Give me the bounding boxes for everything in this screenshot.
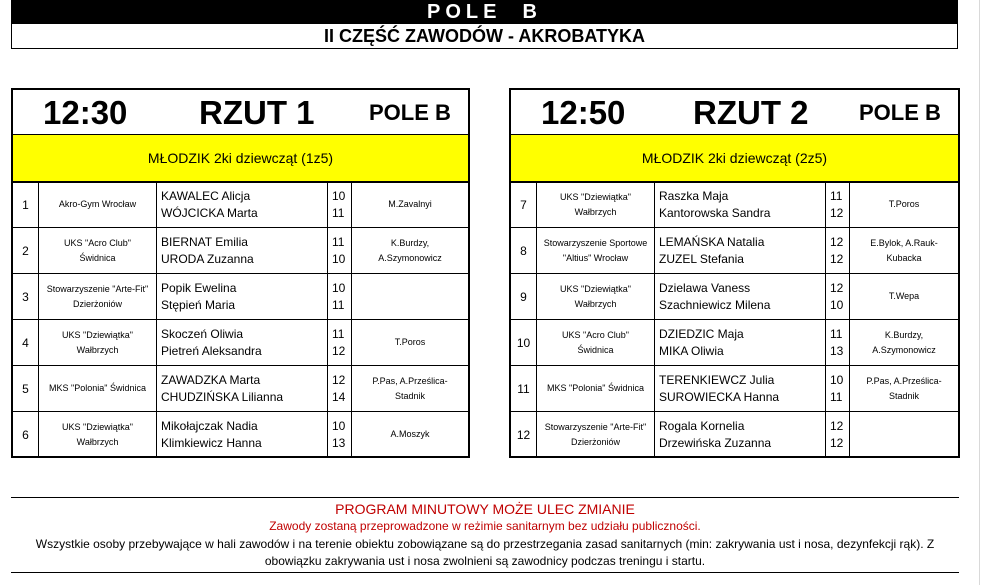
competitor-age: 12 (830, 418, 844, 433)
competitor-age: 11 (332, 234, 345, 249)
competitor-name: Raszka Maja (659, 188, 729, 203)
competitor-name: Drzewińska Zuzanna (659, 435, 772, 450)
competitor-names (157, 412, 328, 457)
competitor-names (655, 366, 826, 411)
sanitary-regime-notice: Zawody zostaną przeprowadzone w reżimie sanitarnym bez udziału publiczności. (269, 519, 701, 533)
competitor-name: ZAWADZKA Marta (161, 372, 261, 387)
competitor-age: 10 (332, 418, 346, 433)
panel-time: 12:50 (541, 94, 626, 131)
competitor-name: CHUDZIŃSKA Lilianna (161, 389, 284, 404)
club-line: UKS "Acro Club" (562, 329, 629, 340)
competitor-age: 13 (830, 343, 844, 358)
start-number: 4 (13, 320, 39, 365)
competitor-names (655, 228, 826, 273)
table-row (13, 228, 468, 274)
start-number: 5 (13, 366, 39, 411)
coach-line: A.Moszyk (390, 429, 430, 439)
table-row (511, 320, 958, 366)
competitor-name: Stępień Maria (161, 297, 236, 312)
competitor-ages (328, 274, 352, 319)
table-row (511, 228, 958, 274)
coach-line: A.Szymonowicz (872, 344, 936, 355)
competitor-ages (826, 412, 850, 457)
coach-line: P.Pas, A.Prześlica- (866, 375, 942, 386)
club-line: Wałbrzych (574, 206, 617, 217)
competitor-names (157, 228, 328, 273)
panel-pole: POLE B (859, 100, 941, 125)
panel-pole: POLE B (369, 100, 451, 125)
competitor-age: 12 (830, 280, 844, 295)
club-line: Dzierżoniów (570, 436, 621, 447)
coach-names (850, 366, 958, 411)
club-name (537, 320, 655, 365)
competitor-age: 12 (332, 343, 346, 358)
competitor-names (157, 274, 328, 319)
competitor-name: TERENKIEWCZ Julia (659, 372, 775, 387)
competitor-name: DZIEDZIC Maja (659, 326, 744, 341)
competitor-ages (328, 412, 352, 457)
coach-line: T.Poros (394, 337, 426, 347)
club-name (39, 182, 157, 227)
competitor-age: 14 (332, 389, 346, 404)
competitor-ages (328, 366, 352, 411)
club-name (537, 366, 655, 411)
sanitary-rules-notice: Wszystkie osoby przebywające w hali zawodów i na terenie obiektu zobowiązane są do przestrzegania zasad sanitarnych (min: zakrywania ust i nosa, dezynfekcji rąk). Z obowiązku zakrywania ust i nosa zwolnieni są zawodnicy podczas treningu i startu. (35, 537, 935, 568)
table-row (13, 320, 468, 366)
coach-line: T.Wepa (888, 291, 920, 301)
competitor-name: Popik Ewelina (161, 280, 237, 295)
competitor-age: 12 (332, 372, 346, 387)
coach-names (352, 182, 468, 227)
competitor-name: ZUZEL Stefania (659, 251, 744, 266)
competitor-names (655, 274, 826, 319)
competitor-age: 10 (830, 297, 844, 312)
club-line: UKS "Acro Club" (64, 237, 131, 248)
competitor-names (655, 320, 826, 365)
club-line: UKS "Dziewiątka" (560, 283, 631, 294)
competitor-age: 11 (830, 188, 843, 203)
competitor-name: Kantorowska Sandra (659, 205, 771, 220)
panel-rzut: RZUT 2 (693, 94, 809, 131)
competitor-ages (328, 182, 352, 227)
club-name (537, 182, 655, 227)
start-number: 1 (13, 182, 39, 227)
table-row (13, 274, 468, 320)
club-line: UKS "Dziewiątka" (62, 329, 133, 340)
competitor-rows (13, 182, 468, 458)
club-line: UKS "Dziewiątka" (62, 421, 133, 432)
competitor-names (157, 182, 328, 227)
competitor-age: 12 (830, 251, 844, 266)
competitor-age: 12 (830, 435, 844, 450)
club-line: Stowarzyszenie "Arte-Fit" (46, 283, 149, 294)
table-row (511, 274, 958, 320)
table-row (511, 182, 958, 228)
competitor-name: SUROWIECKA Hanna (659, 389, 780, 404)
start-number: 11 (511, 366, 537, 411)
footer-top-rule (11, 497, 959, 498)
competitor-ages (826, 182, 850, 227)
table-row (511, 366, 958, 412)
club-line: Dzierżoniów (72, 298, 123, 309)
competitor-age: 10 (332, 188, 346, 203)
coach-line: P.Pas, A.Prześlica- (372, 375, 448, 386)
competitor-age: 13 (332, 435, 346, 450)
competitor-names (157, 320, 328, 365)
category-banner: MŁODZIK 2ki dziewcząt (1z5) (13, 134, 468, 183)
page-title: POLE B (11, 0, 958, 24)
competitor-name: MIKA Oliwia (659, 343, 724, 358)
start-number: 10 (511, 320, 537, 365)
club-line: MKS "Polonia" Świdnica (49, 383, 146, 393)
panel-rzut: RZUT 1 (199, 94, 315, 131)
competitor-age: 12 (830, 234, 844, 249)
table-row (511, 412, 958, 458)
start-number: 12 (511, 412, 537, 457)
coach-line: A.Szymonowicz (378, 252, 442, 263)
sheet-edge-line (979, 0, 980, 585)
competitor-ages (826, 274, 850, 319)
competitor-name: Skoczeń Oliwia (161, 326, 244, 341)
club-name (39, 228, 157, 273)
coach-names (352, 412, 468, 457)
competitor-age: 10 (332, 251, 346, 266)
competitor-age: 11 (332, 297, 345, 312)
start-number: 8 (511, 228, 537, 273)
start-number: 6 (13, 412, 39, 457)
competitor-ages (328, 228, 352, 273)
club-name (39, 320, 157, 365)
club-name (537, 412, 655, 457)
program-change-notice: PROGRAM MINUTOWY MOŻE ULEC ZMIANIE (335, 501, 635, 517)
club-name (39, 412, 157, 457)
schedule-panel-rzut-2 (509, 88, 960, 458)
club-name (39, 366, 157, 411)
coach-line: Stadnik (394, 390, 426, 401)
competitor-age: 11 (830, 389, 843, 404)
competitor-name: WÓJCICKA Marta (161, 205, 258, 220)
club-line: Świdnica (79, 252, 116, 263)
club-line: MKS "Polonia" Świdnica (547, 383, 644, 393)
competitor-name: Rogala Kornelia (659, 418, 745, 433)
start-number: 9 (511, 274, 537, 319)
competitor-ages (826, 228, 850, 273)
start-number: 7 (511, 182, 537, 227)
club-line: Stowarzyszenie Sportowe (543, 237, 648, 248)
table-row (13, 182, 468, 228)
competitor-age: 11 (332, 205, 345, 220)
coach-line: K.Burdzy, (884, 329, 924, 340)
table-row (13, 412, 468, 458)
competitor-rows (511, 182, 958, 458)
club-line: Wałbrzych (76, 344, 119, 355)
club-line: UKS "Dziewiątka" (560, 191, 631, 202)
coach-names (850, 228, 958, 273)
coach-names (352, 228, 468, 273)
footer-bottom-rule (11, 572, 959, 573)
coach-line: T.Poros (888, 199, 920, 209)
coach-line: K.Burdzy, (390, 237, 430, 248)
competitor-name: KAWALEC Alicja (161, 188, 251, 203)
page-subtitle: II CZĘŚĆ ZAWODÓW - AKROBATYKA (11, 24, 958, 49)
competitor-ages (826, 366, 850, 411)
coach-names (352, 320, 468, 365)
table-row (13, 366, 468, 412)
coach-names (352, 366, 468, 411)
club-name (39, 274, 157, 319)
club-line: Wałbrzych (574, 298, 617, 309)
club-line: Akro-Gym Wrocław (58, 199, 137, 209)
competitor-name: BIERNAT Emilia (161, 234, 248, 249)
club-name (537, 228, 655, 273)
competitor-ages (328, 320, 352, 365)
competitor-name: Szachniewicz Milena (659, 297, 771, 312)
panel-header (511, 90, 958, 134)
competitor-names (655, 412, 826, 457)
competitor-names (655, 182, 826, 227)
competitor-name: Pietreń Aleksandra (161, 343, 262, 358)
club-line: Wałbrzych (76, 436, 119, 447)
competitor-name: Klimkiewicz Hanna (161, 435, 262, 450)
club-name (537, 274, 655, 319)
competitor-name: URODA Zuzanna (161, 251, 254, 266)
competitor-age: 11 (332, 326, 345, 341)
coach-line: Stadnik (888, 390, 920, 401)
coach-names (850, 320, 958, 365)
coach-line: M.Zavalnyi (388, 199, 432, 209)
competitor-age: 11 (830, 326, 843, 341)
coach-line: Kubacka (886, 252, 922, 263)
coach-names (352, 274, 468, 319)
competitor-ages (826, 320, 850, 365)
coach-names (850, 182, 958, 227)
coach-line: E.Bylok, A.Rauk- (870, 237, 938, 248)
club-line: Stowarzyszenie "Arte-Fit" (544, 421, 647, 432)
schedule-panel-rzut-1 (11, 88, 470, 458)
panel-time: 12:30 (43, 94, 128, 131)
club-line: Świdnica (577, 344, 614, 355)
club-line: "Altius" Wrocław (562, 252, 629, 263)
panel-header (13, 90, 468, 134)
competitor-name: LEMAŃSKA Natalia (659, 234, 765, 249)
competitor-age: 10 (332, 280, 346, 295)
coach-names (850, 274, 958, 319)
competitor-name: Dzielawa Vaness (659, 280, 751, 295)
competitor-names (157, 366, 328, 411)
category-banner: MŁODZIK 2ki dziewcząt (2z5) (511, 134, 958, 183)
coach-names (850, 412, 958, 457)
start-number: 2 (13, 228, 39, 273)
start-number: 3 (13, 274, 39, 319)
competitor-age: 12 (830, 205, 844, 220)
competitor-age: 10 (830, 372, 844, 387)
competitor-name: Mikołajczak Nadia (161, 418, 258, 433)
